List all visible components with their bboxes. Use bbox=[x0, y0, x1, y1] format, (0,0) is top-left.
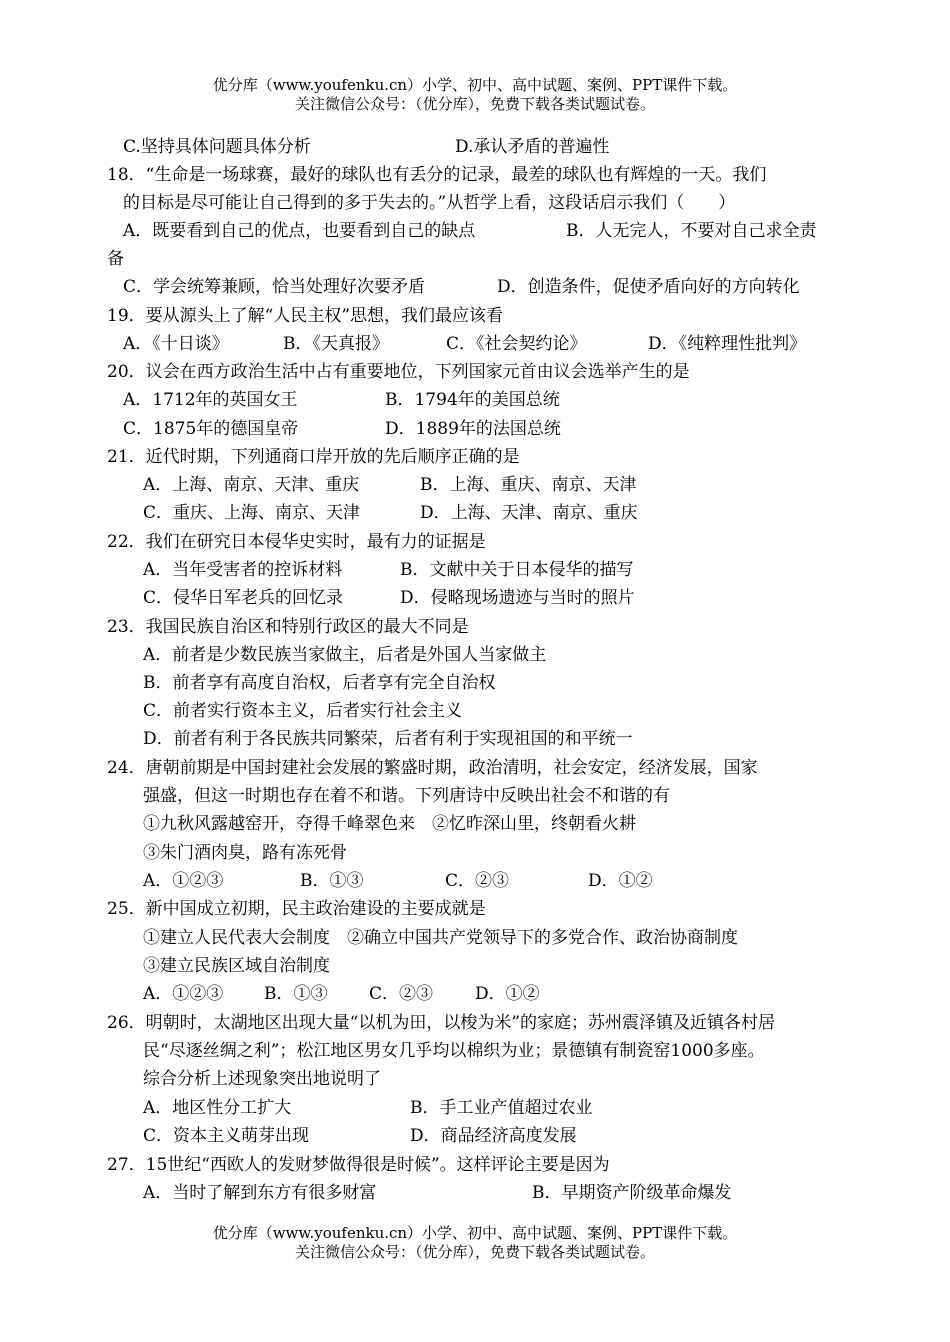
q17-option-c: C.坚持具体问题具体分析 bbox=[123, 137, 311, 157]
q20-option-d: D．1889年的法国总统 bbox=[385, 419, 561, 439]
q26-stem-line-3: 综合分析上述现象突出地说明了 bbox=[143, 1069, 381, 1089]
q24-poems-1-2: ①九秋风露越窑开，夺得千峰翠色来 ②忆昨深山里，终朝看火耕 bbox=[143, 814, 636, 834]
q25-option-c: C．②③ bbox=[369, 984, 434, 1004]
q22-option-c: C．侵华日军老兵的回忆录 bbox=[143, 588, 344, 608]
q18-option-b: B．人无完人，不要对自己求全责 bbox=[566, 221, 817, 241]
q26-option-c: C．资本主义萌芽出现 bbox=[143, 1126, 310, 1146]
q25-item-3: ③建立民族区域自治制度 bbox=[143, 956, 330, 976]
q23-option-a: A．前者是少数民族当家做主，后者是外国人当家做主 bbox=[143, 645, 547, 665]
page-header bbox=[0, 76, 950, 114]
q19-option-d: D．《纯粹理性批判》 bbox=[648, 334, 807, 354]
q26-option-a: A．地区性分工扩大 bbox=[143, 1098, 292, 1118]
q20-option-c: C．1875年的德国皇帝 bbox=[123, 419, 299, 439]
q26-stem-line-1: 26．明朝时，太湖地区出现大量“以机为田，以梭为米”的家庭；苏州震泽镇及近镇各村居 bbox=[107, 1013, 776, 1033]
q18-option-d: D．创造条件，促使矛盾向好的方向转化 bbox=[497, 277, 800, 297]
q24-stem-line-1: 24．唐朝前期是中国封建社会发展的繁盛时期，政治清明，社会安定，经济发展，国家 bbox=[107, 758, 758, 778]
q24-stem-line-2: 强盛，但这一时期也存在着不和谐。下列唐诗中反映出社会不和谐的有 bbox=[143, 786, 670, 806]
q22-option-b: B．文献中关于日本侵华的描写 bbox=[400, 560, 634, 580]
header-line-2: 关注微信公众号：（优分库），免费下载各类试题试卷。 bbox=[294, 95, 655, 113]
q21-option-b: B．上海、重庆、南京、天津 bbox=[420, 475, 637, 495]
q26-option-d: D．商品经济高度发展 bbox=[410, 1126, 577, 1146]
q26-stem-line-2: 民“尽逐丝绸之利”；松江地区男女几乎均以棉织为业；景德镇有制瓷窑1000多座。 bbox=[143, 1041, 765, 1061]
q21-option-d: D．上海、天津、南京、重庆 bbox=[420, 503, 638, 523]
q26-option-b: B．手工业产值超过农业 bbox=[410, 1098, 593, 1118]
q20-option-a: A．1712年的英国女王 bbox=[123, 390, 298, 410]
q22-option-d: D．侵略现场遗迹与当时的照片 bbox=[400, 588, 635, 608]
footer-line-1: 优分库（www.youfenku.cn）小学、初中、高中试题、案例、PPT课件下载。 bbox=[212, 1224, 738, 1242]
q27-option-a: A．当时了解到东方有很多财富 bbox=[143, 1183, 377, 1203]
q23-option-b: B．前者享有高度自治权，后者享有完全自治权 bbox=[143, 673, 496, 693]
q21-option-c: C．重庆、上海、南京、天津 bbox=[143, 503, 361, 523]
q24-poem-3: ③朱门酒肉臭，路有冻死骨 bbox=[143, 843, 347, 863]
q25-option-d: D．①② bbox=[475, 984, 540, 1004]
q18-option-c: C．学会统筹兼顾，恰当处理好次要矛盾 bbox=[123, 277, 426, 297]
q19-stem: 19．要从源头上了解“人民主权”思想，我们最应该看 bbox=[107, 306, 504, 326]
q24-option-a: A．①②③ bbox=[143, 871, 224, 891]
q24-option-b: B．①③ bbox=[300, 871, 364, 891]
q23-stem: 23．我国民族自治区和特别行政区的最大不同是 bbox=[107, 617, 469, 637]
q21-option-a: A．上海、南京、天津、重庆 bbox=[143, 475, 360, 495]
q18-stem-line-2: 的目标是尽可能让自己得到的多于失去的。”从哲学上看，这段话启示我们（ ） bbox=[123, 193, 736, 213]
footer-line-2: 关注微信公众号：（优分库），免费下载各类试题试卷。 bbox=[294, 1243, 655, 1261]
q20-stem: 20．议会在西方政治生活中占有重要地位，下列国家元首由议会选举产生的是 bbox=[107, 362, 690, 382]
q23-option-c: C．前者实行资本主义，后者实行社会主义 bbox=[143, 701, 463, 721]
q19-option-c: C．《社会契约论》 bbox=[446, 334, 587, 354]
q19-option-b: B．《天真报》 bbox=[283, 334, 389, 354]
q25-items-1-2: ①建立人民代表大会制度 ②确立中国共产党领导下的多党合作、政治协商制度 bbox=[143, 928, 738, 948]
q27-stem: 27．15世纪“西欧人的发财梦做得很是时候”。这样评论主要是因为 bbox=[107, 1155, 610, 1175]
q19-option-a: A．《十日谈》 bbox=[123, 334, 229, 354]
q17-option-d: D.承认矛盾的普遍性 bbox=[455, 137, 610, 157]
q24-option-c: C．②③ bbox=[445, 871, 510, 891]
q25-option-b: B．①③ bbox=[264, 984, 328, 1004]
q24-option-d: D．①② bbox=[588, 871, 653, 891]
q20-option-b: B．1794年的美国总统 bbox=[385, 390, 560, 410]
q18-option-a: A．既要看到自己的优点，也要看到自己的缺点 bbox=[123, 221, 476, 241]
q27-option-b: B．早期资产阶级革命爆发 bbox=[532, 1183, 732, 1203]
q25-stem: 25．新中国成立初期，民主政治建设的主要成就是 bbox=[107, 899, 486, 919]
q22-stem: 22．我们在研究日本侵华史实时，最有力的证据是 bbox=[107, 532, 486, 552]
q18-option-b-wrap: 备 bbox=[107, 249, 124, 269]
header-line-1: 优分库（www.youfenku.cn）小学、初中、高中试题、案例、PPT课件下载。 bbox=[212, 76, 738, 94]
page-footer bbox=[0, 1224, 950, 1262]
q18-stem-line-1: 18．“生命是一场球赛，最好的球队也有丢分的记录，最差的球队也有辉煌的一天。我们 bbox=[107, 165, 767, 185]
q23-option-d: D．前者有利于各民族共同繁荣，后者有利于实现祖国的和平统一 bbox=[143, 729, 633, 749]
q21-stem: 21．近代时期，下列通商口岸开放的先后顺序正确的是 bbox=[107, 447, 520, 467]
q22-option-a: A．当年受害者的控诉材料 bbox=[143, 560, 343, 580]
q25-option-a: A．①②③ bbox=[143, 984, 224, 1004]
